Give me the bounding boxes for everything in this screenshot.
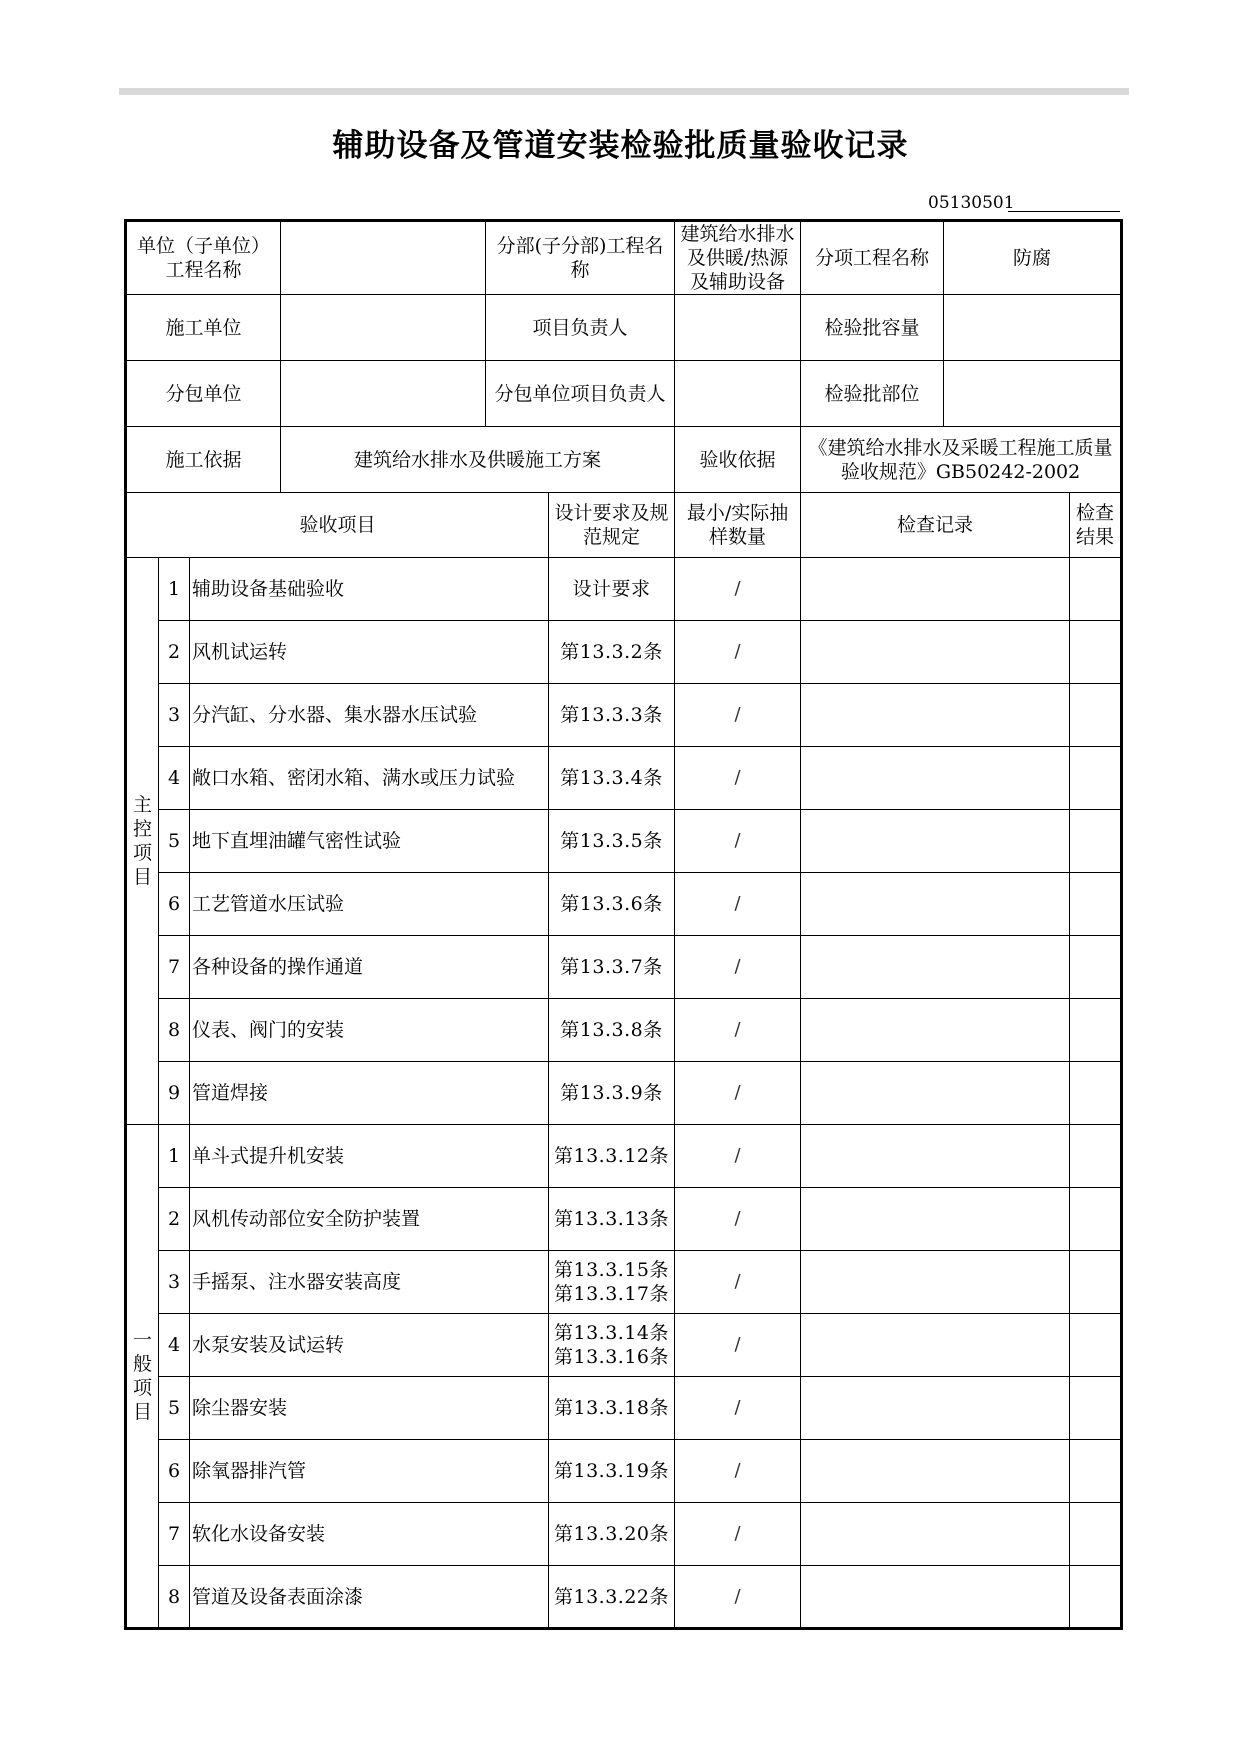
item-reference xyxy=(549,747,675,810)
item-sample-count[interactable]: / xyxy=(675,1503,801,1566)
division-value: 建筑给水排水及供暖/热源及辅助设备 xyxy=(675,221,801,295)
item-reference-line: 第13.3.7条 xyxy=(560,956,663,978)
item-name: 管道及设备表面涂漆 xyxy=(190,1566,549,1629)
table-row xyxy=(126,747,1122,810)
item-name: 风机传动部位安全防护装置 xyxy=(190,1188,549,1251)
item-sample-count[interactable]: / xyxy=(675,1188,801,1251)
location-label: 检验批部位 xyxy=(801,361,944,427)
item-reference-line: 第13.3.22条 xyxy=(554,1585,670,1608)
item-name: 各种设备的操作通道 xyxy=(190,936,549,999)
item-number: 8 xyxy=(159,1566,190,1629)
item-reference xyxy=(549,1314,675,1377)
item-sample-count[interactable]: / xyxy=(675,1125,801,1188)
item-name: 单斗式提升机安装 xyxy=(190,1125,549,1188)
header-row-3 xyxy=(126,361,1122,427)
item-number: 1 xyxy=(159,1125,190,1188)
unit-value[interactable] xyxy=(281,221,486,295)
item-number: 5 xyxy=(159,1377,190,1440)
item-reference-line: 第13.3.13条 xyxy=(554,1208,670,1230)
item-check-record[interactable] xyxy=(801,558,1070,621)
item-reference xyxy=(549,873,675,936)
item-check-result[interactable] xyxy=(1070,1377,1122,1440)
table-row xyxy=(126,810,1122,873)
form-code-underline xyxy=(1008,211,1120,212)
subitem-value[interactable]: 防腐 xyxy=(944,221,1122,295)
item-check-result[interactable] xyxy=(1070,936,1122,999)
item-sample-count[interactable]: / xyxy=(675,936,801,999)
item-number: 6 xyxy=(159,1440,190,1503)
capacity-label: 检验批容量 xyxy=(801,295,944,361)
item-check-record[interactable] xyxy=(801,1125,1070,1188)
table-row xyxy=(126,1440,1122,1503)
item-reference-line: 第13.3.4条 xyxy=(560,767,663,789)
item-reference-line: 第13.3.9条 xyxy=(560,1082,663,1104)
item-reference-line-2: 第13.3.17条 xyxy=(554,1283,670,1305)
item-check-record[interactable] xyxy=(801,999,1070,1062)
item-check-record[interactable] xyxy=(801,1062,1070,1125)
item-reference-line: 第13.3.6条 xyxy=(560,893,663,915)
item-reference-line: 第13.3.19条 xyxy=(554,1460,670,1482)
table-row xyxy=(126,873,1122,936)
item-sample-count[interactable]: / xyxy=(675,999,801,1062)
page-title: 辅助设备及管道安装检验批质量验收记录 xyxy=(332,128,909,164)
item-reference-line: 第13.3.2条 xyxy=(560,641,663,663)
table-row xyxy=(126,1566,1122,1629)
item-name: 手摇泵、注水器安装高度 xyxy=(190,1251,549,1314)
table-row xyxy=(126,1188,1122,1251)
item-sample-count[interactable]: / xyxy=(675,810,801,873)
column-header-row xyxy=(126,493,1122,558)
pm-label: 项目负责人 xyxy=(486,295,675,361)
item-number: 3 xyxy=(159,684,190,747)
item-number: 2 xyxy=(159,621,190,684)
item-sample-count[interactable]: / xyxy=(675,1377,801,1440)
item-reference-line: 设计要求 xyxy=(572,578,651,600)
item-name: 管道焊接 xyxy=(190,1062,549,1125)
item-check-result[interactable] xyxy=(1070,684,1122,747)
item-name: 仪表、阀门的安装 xyxy=(190,999,549,1062)
item-reference xyxy=(549,810,675,873)
table-row xyxy=(126,1062,1122,1125)
item-number: 7 xyxy=(159,936,190,999)
item-sample-count[interactable]: / xyxy=(675,1440,801,1503)
item-name: 除氧器排汽管 xyxy=(190,1440,549,1503)
item-sample-count[interactable]: / xyxy=(675,684,801,747)
item-check-result[interactable] xyxy=(1070,1314,1122,1377)
item-check-record[interactable] xyxy=(801,1188,1070,1251)
main-control-group-label: 主控项目 xyxy=(133,794,153,888)
item-number: 8 xyxy=(159,999,190,1062)
item-number: 2 xyxy=(159,1188,190,1251)
item-sample-count[interactable]: / xyxy=(675,1314,801,1377)
item-reference-line: 第13.3.18条 xyxy=(554,1397,670,1419)
table-row xyxy=(126,936,1122,999)
item-sample-count[interactable]: / xyxy=(675,558,801,621)
sub-pm-value[interactable] xyxy=(675,361,801,427)
contractor-label: 施工单位 xyxy=(126,295,281,361)
subcontractor-label: 分包单位 xyxy=(126,361,281,427)
form-code: 05130501 xyxy=(928,193,1015,213)
item-reference xyxy=(549,1188,675,1251)
item-number: 5 xyxy=(159,810,190,873)
item-reference-line: 第13.3.15条 xyxy=(554,1259,670,1281)
acceptance-basis-value: 《建筑给水排水及采暖工程施工质量验收规范》GB50242-2002 xyxy=(801,427,1122,493)
item-reference xyxy=(549,1062,675,1125)
item-reference xyxy=(549,1251,675,1314)
header-row-2 xyxy=(126,295,1122,361)
item-reference-line: 第13.3.5条 xyxy=(560,830,663,852)
inspection-record-table xyxy=(124,219,1123,1630)
item-sample-count[interactable]: / xyxy=(675,1062,801,1125)
item-reference-line: 第13.3.14条 xyxy=(554,1322,670,1344)
item-number: 1 xyxy=(159,558,190,621)
header-row-1 xyxy=(126,221,1122,295)
division-label: 分部(子分部)工程名称 xyxy=(486,221,675,295)
subcontractor-value[interactable] xyxy=(281,361,486,427)
item-reference xyxy=(549,1377,675,1440)
item-reference xyxy=(549,558,675,621)
item-name: 风机试运转 xyxy=(190,621,549,684)
location-value[interactable] xyxy=(944,361,1122,427)
item-check-result[interactable] xyxy=(1070,1251,1122,1314)
main-control-group-label-cell xyxy=(126,558,159,1125)
col-sample-header: 最小/实际抽样数量 xyxy=(675,493,801,558)
item-check-record[interactable] xyxy=(801,684,1070,747)
item-check-record[interactable] xyxy=(801,1503,1070,1566)
item-number: 6 xyxy=(159,873,190,936)
item-name: 水泵安装及试运转 xyxy=(190,1314,549,1377)
table-row xyxy=(126,558,1122,621)
item-number: 4 xyxy=(159,747,190,810)
item-number: 7 xyxy=(159,1503,190,1566)
item-check-record[interactable] xyxy=(801,1566,1070,1629)
item-number: 3 xyxy=(159,1251,190,1314)
item-check-result[interactable] xyxy=(1070,747,1122,810)
table-row xyxy=(126,1125,1122,1188)
item-name: 敞口水箱、密闭水箱、满水或压力试验 xyxy=(190,747,549,810)
item-name: 工艺管道水压试验 xyxy=(190,873,549,936)
item-number: 9 xyxy=(159,1062,190,1125)
item-check-result[interactable] xyxy=(1070,558,1122,621)
item-reference xyxy=(549,936,675,999)
table-row xyxy=(126,1503,1122,1566)
basis-value[interactable]: 建筑给水排水及供暖施工方案 xyxy=(281,427,675,493)
item-check-result[interactable] xyxy=(1070,873,1122,936)
table-row xyxy=(126,1251,1122,1314)
item-check-result[interactable] xyxy=(1070,1188,1122,1251)
item-reference xyxy=(549,1440,675,1503)
acceptance-basis-label: 验收依据 xyxy=(675,427,801,493)
subitem-label: 分项工程名称 xyxy=(801,221,944,295)
item-check-result[interactable] xyxy=(1070,810,1122,873)
basis-label: 施工依据 xyxy=(126,427,281,493)
table-row xyxy=(126,621,1122,684)
item-number: 4 xyxy=(159,1314,190,1377)
col-design-header: 设计要求及规范规定 xyxy=(549,493,675,558)
item-check-record[interactable] xyxy=(801,1314,1070,1377)
item-name: 软化水设备安装 xyxy=(190,1503,549,1566)
item-check-record[interactable] xyxy=(801,1440,1070,1503)
table-row xyxy=(126,684,1122,747)
item-reference xyxy=(549,1503,675,1566)
item-check-result[interactable] xyxy=(1070,1503,1122,1566)
item-check-record[interactable] xyxy=(801,936,1070,999)
item-check-result[interactable] xyxy=(1070,1440,1122,1503)
item-check-result[interactable] xyxy=(1070,999,1122,1062)
item-sample-count[interactable]: / xyxy=(675,873,801,936)
item-reference xyxy=(549,621,675,684)
col-result-header: 检查结果 xyxy=(1070,493,1122,558)
item-reference xyxy=(549,684,675,747)
general-group-label: 一般项目 xyxy=(133,1329,153,1423)
item-check-record[interactable] xyxy=(801,810,1070,873)
capacity-value[interactable] xyxy=(944,295,1122,361)
item-check-record[interactable] xyxy=(801,1377,1070,1440)
general-group-label-cell xyxy=(126,1125,159,1629)
header-row-4 xyxy=(126,427,1122,493)
item-sample-count[interactable]: / xyxy=(675,621,801,684)
item-name: 分汽缸、分水器、集水器水压试验 xyxy=(190,684,549,747)
item-reference xyxy=(549,1125,675,1188)
item-reference-line: 第13.3.20条 xyxy=(554,1523,670,1545)
item-check-result[interactable] xyxy=(1070,1125,1122,1188)
item-reference xyxy=(549,999,675,1062)
table-row xyxy=(126,1377,1122,1440)
item-check-result[interactable] xyxy=(1070,621,1122,684)
item-name: 辅助设备基础验收 xyxy=(190,558,549,621)
sub-pm-label: 分包单位项目负责人 xyxy=(486,361,675,427)
col-item-header: 验收项目 xyxy=(126,493,549,558)
item-reference-line: 第13.3.8条 xyxy=(560,1019,663,1041)
item-check-record[interactable] xyxy=(801,621,1070,684)
item-reference-line: 第13.3.3条 xyxy=(560,704,663,726)
item-sample-count[interactable]: / xyxy=(675,1566,801,1629)
item-check-record[interactable] xyxy=(801,747,1070,810)
item-check-record[interactable] xyxy=(801,873,1070,936)
item-sample-count[interactable]: / xyxy=(675,1251,801,1314)
item-name: 地下直埋油罐气密性试验 xyxy=(190,810,549,873)
col-record-header: 检查记录 xyxy=(801,493,1070,558)
top-divider-bar xyxy=(119,88,1129,95)
unit-label: 单位（子单位）工程名称 xyxy=(126,221,281,295)
table-row xyxy=(126,999,1122,1062)
item-sample-count[interactable]: / xyxy=(675,747,801,810)
item-reference-line: 第13.3.12条 xyxy=(554,1145,670,1167)
item-check-result[interactable] xyxy=(1070,1566,1122,1629)
item-name: 除尘器安装 xyxy=(190,1377,549,1440)
item-check-result[interactable] xyxy=(1070,1062,1122,1125)
pm-value[interactable] xyxy=(675,295,801,361)
table-row xyxy=(126,1314,1122,1377)
item-check-record[interactable] xyxy=(801,1251,1070,1314)
item-reference-line-2: 第13.3.16条 xyxy=(554,1346,670,1368)
contractor-value[interactable] xyxy=(281,295,486,361)
item-reference xyxy=(549,1566,675,1629)
